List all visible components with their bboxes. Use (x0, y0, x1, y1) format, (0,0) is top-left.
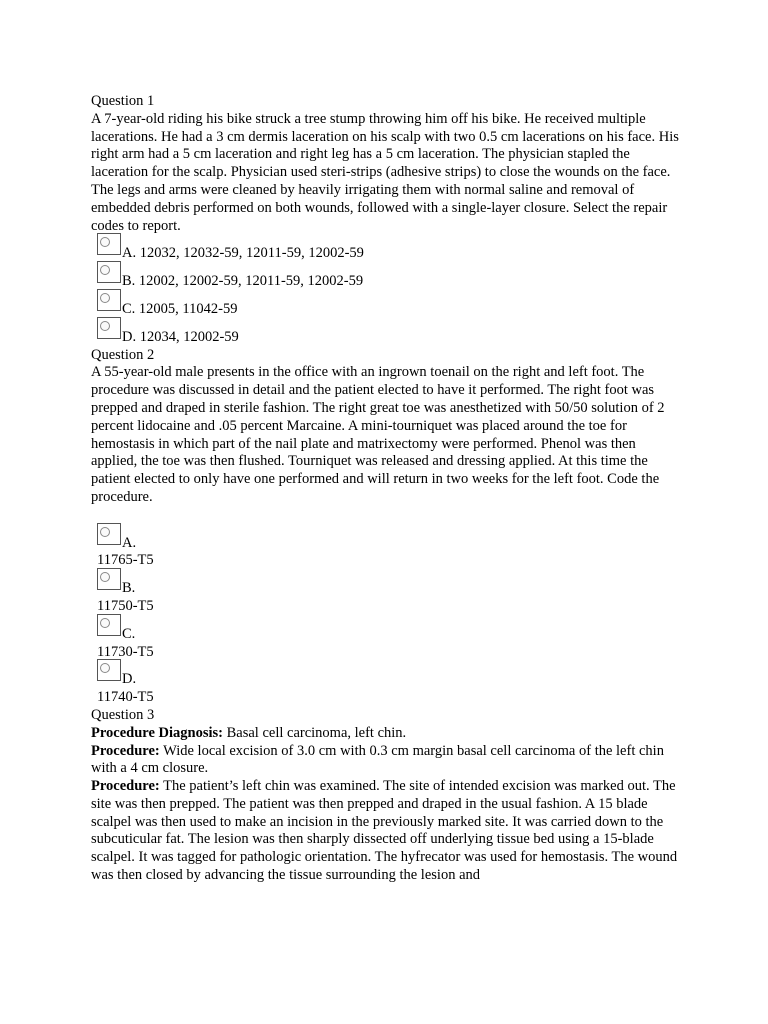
radio-circle-icon (100, 265, 110, 275)
procedure-label: Procedure: (91, 742, 160, 759)
question-2-option-d[interactable] (97, 663, 192, 707)
radio-circle-icon (100, 572, 110, 582)
procedure-detail (91, 778, 681, 885)
option-label: B. 11750-T5 (97, 580, 154, 614)
radio-button[interactable] (97, 233, 121, 255)
question-2-text: A 55-year-old male presents in the office with an ingrown toenail on the right and left foot. The procedure was discussed in detail and the patient elected to have it performed. The right foot was prepped and draped in sterile fashion. The right great toe was anesthetized with 50/50 solution of 2 percent lidocaine and .05 percent Marcaine. A mini-tourniquet was placed around the toe for hemostasis in which part of the nail plate and matrixectomy were performed. Phenol was then applied, the toe was then flushed. Tourniquet was released and dressing applied. At this time the patient elected to only have one performed and will return in two weeks for the left foot. Code the procedure. (91, 364, 665, 505)
option-label: A. 12032, 12032-59, 12011-59, 12002-59 (122, 245, 364, 262)
radio-button[interactable] (97, 261, 121, 283)
radio-circle-icon (100, 293, 110, 303)
question-1 (91, 93, 681, 347)
radio-button[interactable] (97, 289, 121, 311)
option-label: C. 12005, 11042-59 (122, 300, 238, 317)
question-1-text: A 7-year-old riding his bike struck a tree stump throwing him off his bike. He received multiple lacerations. He had a 3 cm dermis laceration on his scalp with two 0.5 cm lacerations on his face. His right arm had a 5 cm laceration and right leg has a 5 cm laceration. The physician stapled the laceration for the scalp. Physician used steri-strips (adhesive strips) to close the wounds on the face. The legs and arms were cleaned by heavily irrigating them with normal saline and removal of embedded debris performed on both wounds, followed with a single-layer closure. Select the repair codes to report. (91, 110, 679, 234)
question-1-option-d[interactable] (97, 321, 367, 347)
question-1-option-a[interactable] (97, 237, 367, 263)
radio-circle-icon (100, 527, 110, 537)
question-2-title: Question 2 (91, 346, 155, 363)
option-label: D. 12034, 12002-59 (122, 328, 239, 345)
radio-button[interactable] (97, 523, 121, 545)
procedure-diagnosis-text: Basal cell carcinoma, left chin. (222, 724, 407, 741)
procedure-diagnosis-label: Procedure Diagnosis: (91, 724, 223, 741)
question-3 (91, 707, 681, 885)
question-2-option-a[interactable] (97, 527, 192, 571)
document-page (91, 93, 681, 885)
question-2-option-b[interactable] (97, 572, 192, 616)
procedure-summary-text: Wide local excision of 3.0 cm with 0.3 cm margin basal cell carcinoma of the left chin with a 4 cm closure. (91, 742, 664, 777)
procedure-detail-text: The patient’s left chin was examined. The site of intended excision was marked out. The site was then prepped. The patient was then prepped and draped in the usual fashion. A 15 blade scalpel was then used to make an incision in the previously marked site. It was carried down to the subcuticular fat. The lesion was then sharply dissected off underlying tissue bed using a 15-blade scalpel. It was tagged for pathologic orientation. The hyfrecator was used for hemostasis. The wound was then closed by advancing the tissue surrounding the lesion and (91, 778, 678, 884)
procedure-diagnosis (91, 725, 681, 743)
question-2 (91, 347, 681, 707)
spacer (91, 507, 681, 525)
procedure-detail-label: Procedure: (91, 778, 160, 795)
option-label: A. 11765-T5 (97, 534, 154, 569)
procedure-summary (91, 743, 681, 779)
radio-circle-icon (100, 618, 110, 628)
radio-circle-icon (100, 663, 110, 673)
radio-button[interactable] (97, 659, 121, 681)
question-1-title: Question 1 (91, 93, 155, 109)
option-label: B. 12002, 12002-59, 12011-59, 12002-59 (122, 273, 364, 290)
question-1-option-c[interactable] (97, 293, 367, 319)
radio-button[interactable] (97, 614, 121, 636)
radio-circle-icon (100, 321, 110, 331)
radio-button[interactable] (97, 317, 121, 339)
question-2-option-c[interactable] (97, 618, 192, 662)
option-label: C. 11730-T5 (97, 625, 154, 660)
option-label: D. 11740-T5 (97, 671, 154, 706)
question-1-option-b[interactable] (97, 265, 367, 291)
radio-button[interactable] (97, 568, 121, 590)
question-3-title: Question 3 (91, 706, 155, 723)
radio-circle-icon (100, 237, 110, 247)
